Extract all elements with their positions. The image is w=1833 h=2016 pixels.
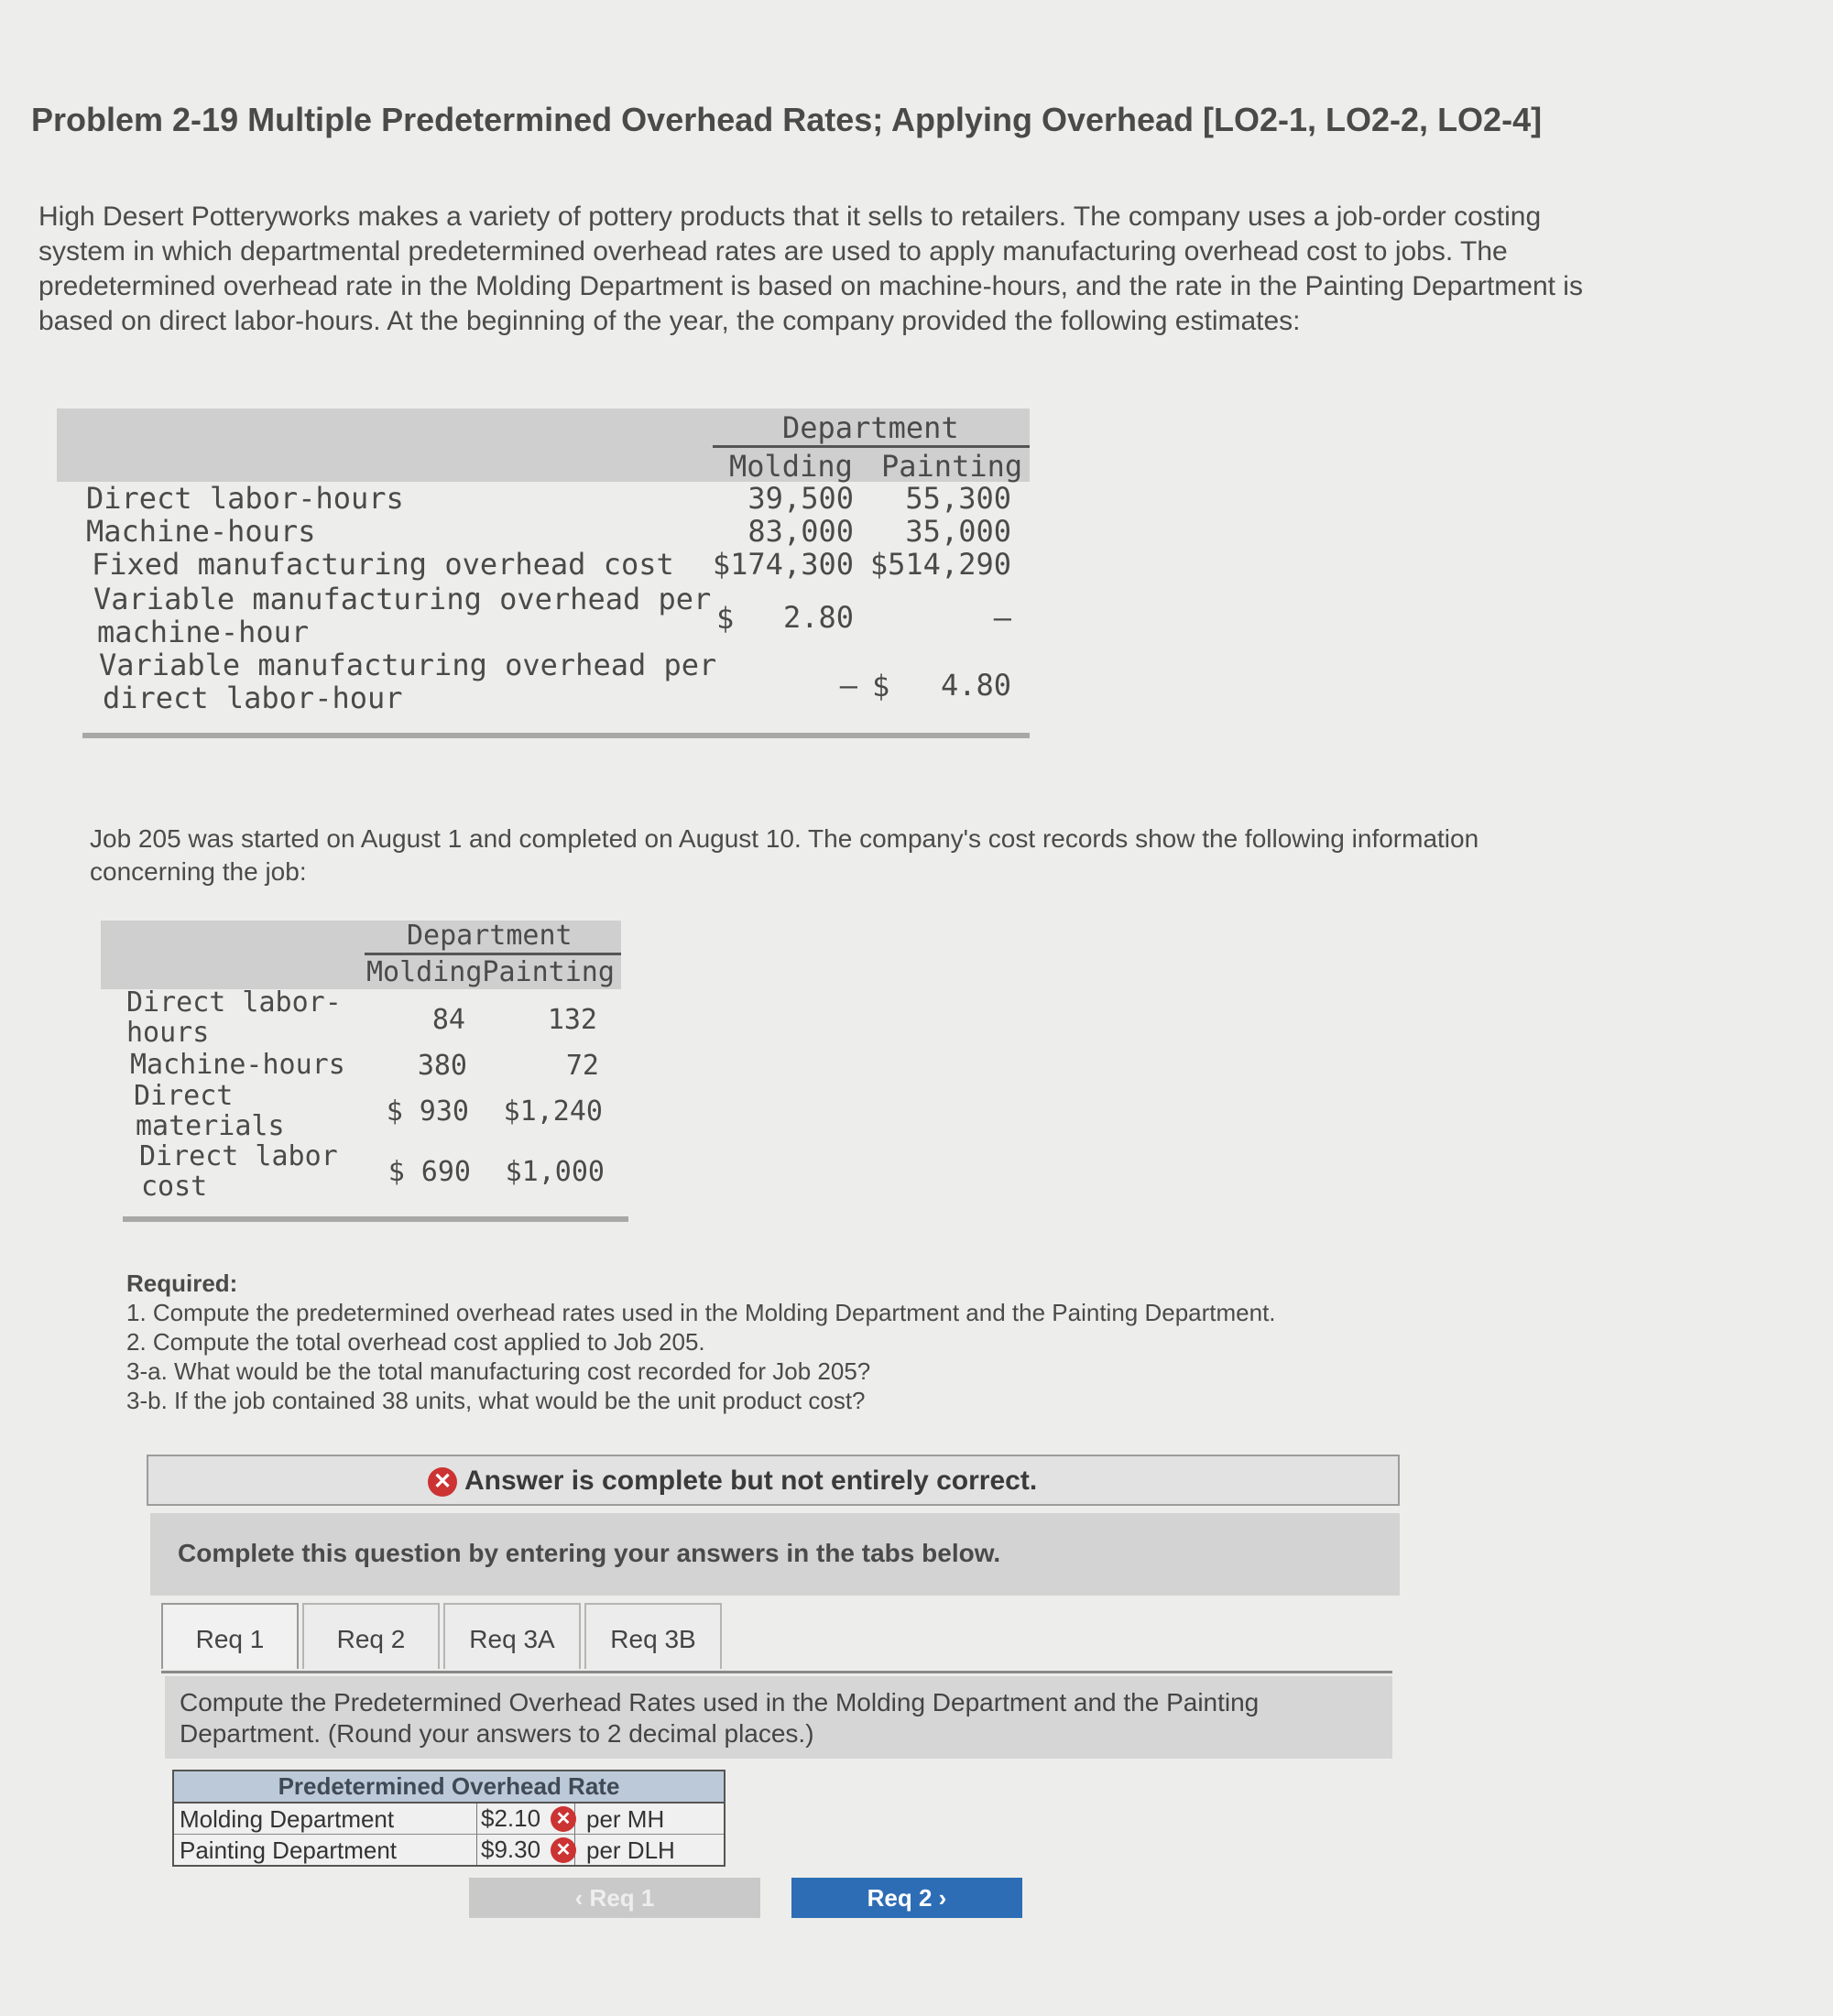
estimates-row-label: Variable manufacturing overhead per (93, 582, 712, 616)
answer-status-box (147, 1455, 1400, 1506)
table-row (174, 1835, 724, 1865)
next-req-button[interactable]: Req 2 › (791, 1878, 1022, 1918)
tab-req-1[interactable]: Req 1 (161, 1603, 299, 1669)
tab-req-3a[interactable]: Req 3A (443, 1603, 581, 1669)
answer-status-text: Answer is complete but not entirely correct. (464, 1466, 1038, 1496)
required-item: 2. Compute the total overhead cost applied to Job 205. (126, 1328, 705, 1356)
job-row-molding: $ 930 (386, 1095, 469, 1128)
job-row-molding: 84 (431, 1004, 465, 1036)
estimates-row-molding-currency: $ (716, 601, 735, 636)
estimates-col-molding: Molding (729, 449, 853, 484)
complete-instruction-bar (150, 1513, 1400, 1596)
predetermined-rate-table (172, 1770, 726, 1867)
job-row-label-cont: hours (126, 1017, 210, 1049)
estimates-bottom-rule (82, 733, 1030, 738)
required-item: 1. Compute the predetermined overhead rates used in the Molding Department and the Painting Department. (126, 1299, 1276, 1326)
tab-underline (161, 1671, 1392, 1673)
problem-title: Problem 2-19 Multiple Predetermined Overhead Rates; Applying Overhead [LO2-1, LO2-2, LO2-4] (31, 101, 1543, 138)
tab-req-2[interactable]: Req 2 (302, 1603, 440, 1669)
estimates-row-painting: 55,300 (905, 481, 1011, 516)
job-dept-header: Department (407, 920, 573, 952)
estimates-row-painting: 4.80 (940, 668, 1011, 703)
estimates-row-label: Machine-hours (86, 514, 316, 549)
tab-instruction-panel (165, 1676, 1392, 1759)
estimates-row-label-cont: machine-hour (97, 615, 310, 649)
job-row-label: Direct labor (139, 1140, 338, 1172)
incorrect-icon: ✕ (551, 1837, 576, 1863)
required-item: 3-b. If the job contained 38 units, what would be the unit product cost? (126, 1387, 866, 1414)
job-row-label: Direct (134, 1080, 234, 1112)
job-col-header: MoldingPainting (366, 956, 615, 988)
required-item: 3-a. What would be the total manufacturing cost recorded for Job 205? (126, 1357, 871, 1385)
estimates-row-molding: $174,300 (712, 547, 854, 582)
estimates-row-molding: 39,500 (747, 481, 854, 516)
incorrect-icon: ✕ (551, 1806, 576, 1832)
job-row-painting: $1,240 (503, 1095, 603, 1128)
job-dept-underline (365, 953, 621, 955)
error-icon: ✕ (428, 1467, 457, 1497)
rate-table-header: Predetermined Overhead Rate (174, 1771, 724, 1804)
job-row-label: Machine-hours (130, 1049, 345, 1081)
estimates-row-painting: – (993, 600, 1011, 635)
job-row-molding: 380 (417, 1050, 467, 1082)
job-row-molding: $ 690 (387, 1156, 471, 1188)
table-row (174, 1804, 724, 1835)
job-row-painting: 132 (547, 1004, 597, 1036)
required-heading: Required: (126, 1270, 238, 1297)
estimates-row-molding: 2.80 (782, 600, 854, 635)
estimates-row-molding: – (839, 668, 857, 703)
rate-unit: per DLH (586, 1836, 675, 1864)
tab-req-3b[interactable]: Req 3B (584, 1603, 722, 1669)
rate-value: $9.30 (481, 1836, 541, 1863)
rate-row-label: Molding Department (180, 1805, 395, 1833)
job-row-painting: $1,000 (505, 1156, 605, 1188)
job-row-label: Direct labor- (126, 986, 342, 1019)
answer-status (428, 1466, 1037, 1497)
estimates-row-label: Direct labor-hours (86, 481, 404, 516)
rate-value: $2.10 (481, 1804, 541, 1832)
job-row-label-cont: cost (141, 1171, 208, 1203)
rate-unit: per MH (586, 1805, 665, 1833)
intro-text: High Desert Potteryworks makes a variety of pottery products that it sells to retailers. The company uses a job-order costing system in which departmental predetermined overhead rates are used to apply manufacturing overhead cost to jobs. The predetermined overhead rate in the Molding Department is based on machine-hours, and the rate in the Painting Department is based on direct labor-hours. At the beginning of the year, the company provided the following estimates: (38, 202, 1583, 336)
painting-rate-input[interactable] (476, 1835, 575, 1865)
estimates-row-label-cont: direct labor-hour (103, 681, 403, 715)
estimates-dept-header: Department (782, 410, 959, 445)
tab-instruction-text: Compute the Predetermined Overhead Rates used in the Molding Department and the Painting Department. (Round your answers to 2 decimal places.) (180, 1688, 1260, 1748)
estimates-row-label: Fixed manufacturing overhead cost (92, 547, 674, 582)
estimates-col-painting: Painting (881, 449, 1023, 484)
required-section (126, 1269, 1500, 1415)
estimates-row-painting: $514,290 (869, 547, 1011, 582)
estimates-row-molding: 83,000 (747, 514, 854, 549)
job-row-label-cont: materials (136, 1110, 285, 1142)
prev-req-button[interactable]: ‹ Req 1 (469, 1878, 760, 1918)
estimates-row-painting: 35,000 (905, 514, 1011, 549)
estimates-row-painting-currency: $ (872, 669, 890, 703)
job-row-painting: 72 (565, 1050, 599, 1082)
problem-intro (38, 200, 1596, 339)
molding-rate-input[interactable] (476, 1804, 575, 1834)
complete-instruction-text: Complete this question by entering your answers in the tabs below. (178, 1539, 1001, 1567)
estimates-dept-underline (713, 445, 1030, 448)
rate-row-label: Painting Department (180, 1836, 398, 1864)
job-bottom-rule (123, 1216, 628, 1222)
estimates-row-label: Variable manufacturing overhead per (99, 648, 717, 682)
job-intro: Job 205 was started on August 1 and completed on August 10. The company's cost records show the following information concerning the job: (90, 824, 1479, 886)
